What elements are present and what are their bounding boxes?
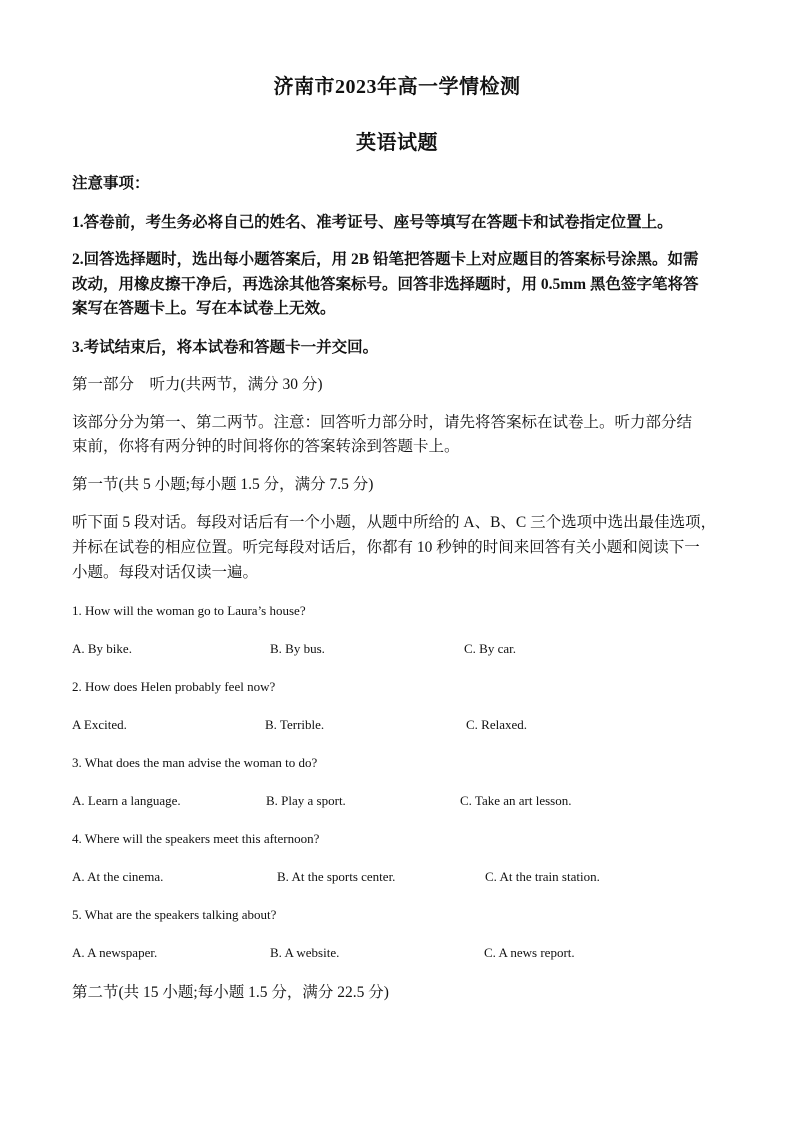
notice-item-2-line-2: 改动，用橡皮擦干净后，再选涂其他答案标号。回答非选择题时，用 0.5mm 黑色签字笔将答 <box>72 276 699 293</box>
exam-subject: 英语试题 <box>356 132 438 154</box>
question-2: 2. How does Helen probably feel now? <box>72 679 276 694</box>
notice-heading: 注意事项： <box>72 175 150 192</box>
question-4-option-a: A. At the cinema. <box>72 869 164 884</box>
notice-item-1: 1.答卷前，考生务必将自己的姓名、准考证号、座号等填写在答题卡和试卷指定位置上。 <box>72 214 673 231</box>
question-3-option-b: B. Play a sport. <box>266 793 346 808</box>
section1-instruction-line-3: 小题。每段对话仅读一遍。 <box>72 564 259 581</box>
question-5: 5. What are the speakers talking about? <box>72 907 277 922</box>
section2-heading: 第二节(共 15 小题;每小题 1.5 分，满分 22.5 分) <box>72 984 389 1001</box>
section1-heading: 第一节(共 5 小题;每小题 1.5 分，满分 7.5 分) <box>72 476 374 493</box>
section1-instruction-line-2: 并标在试卷的相应位置。听完每段对话后，你都有 10 秒钟的时间来回答有关小题和阅读下一 <box>72 539 700 556</box>
question-5-option-c: C. A news report. <box>484 945 575 960</box>
question-3: 3. What does the man advise the woman to do? <box>72 755 318 770</box>
question-4: 4. Where will the speakers meet this afternoon? <box>72 831 320 846</box>
question-1-option-c: C. By car. <box>464 641 516 656</box>
question-4-option-b: B. At the sports center. <box>277 869 396 884</box>
notice-item-2-line-1: 2.回答选择题时，选出每小题答案后，用 2B 铅笔把答题卡上对应题目的答案标号涂黑。如需 <box>72 251 699 268</box>
question-2-option-a: A Excited. <box>72 717 127 732</box>
section1-instruction-line-1: 听下面 5 段对话。每段对话后有一个小题，从题中所给的 A、B、C 三个选项中选出最佳选项， <box>72 514 717 531</box>
question-1: 1. How will the woman go to Laura’s house? <box>72 603 306 618</box>
notice-item-2-line-3: 案写在答题卡上。写在本试卷上无效。 <box>72 300 336 317</box>
question-4-option-c: C. At the train station. <box>485 869 600 884</box>
part1-heading: 第一部分 听力(共两节，满分 30 分) <box>72 376 323 393</box>
question-2-option-b: B. Terrible. <box>265 717 325 732</box>
part1-intro-line-2: 束前，你将有两分钟的时间将你的答案转涂到答题卡上。 <box>72 438 460 455</box>
question-5-option-b: B. A website. <box>270 945 340 960</box>
exam-title: 济南市2023年高一学情检测 <box>273 76 521 98</box>
question-5-option-a: A. A newspaper. <box>72 945 158 960</box>
notice-item-3: 3.考试结束后，将本试卷和答题卡一并交回。 <box>72 339 379 356</box>
question-1-option-a: A. By bike. <box>72 641 132 656</box>
question-1-option-b: B. By bus. <box>270 641 325 656</box>
question-3-option-a: A. Learn a language. <box>72 793 181 808</box>
question-2-option-c: C. Relaxed. <box>466 717 528 732</box>
question-3-option-c: C. Take an art lesson. <box>460 793 572 808</box>
part1-intro-line-1: 该部分分为第一、第二两节。注意：回答听力部分时，请先将答案标在试卷上。听力部分结 <box>72 414 693 431</box>
